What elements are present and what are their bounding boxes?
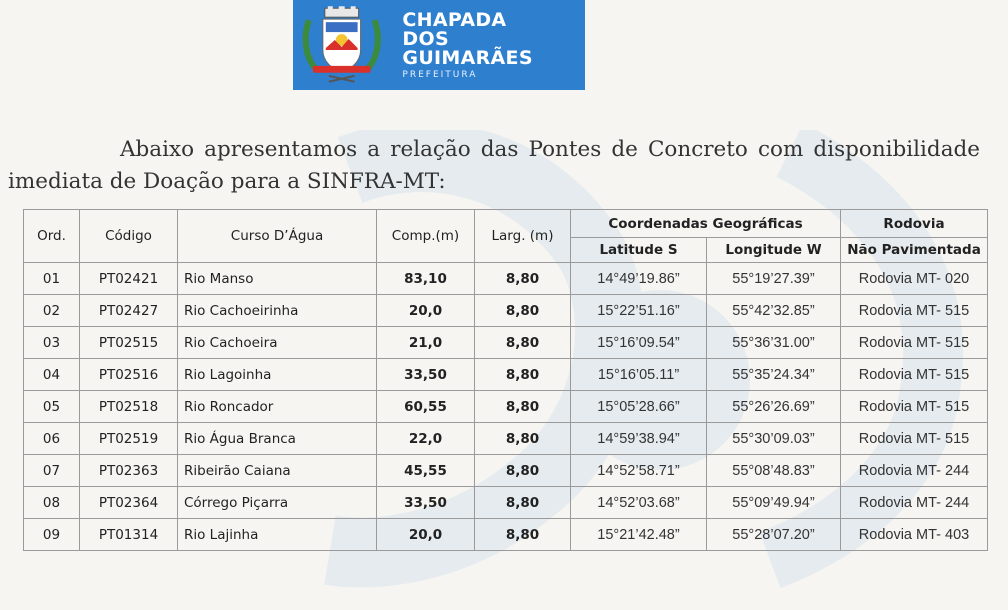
cell-curso: Rio Água Branca (178, 423, 377, 455)
prefeitura-logo-banner (293, 0, 585, 90)
cell-lat: 15°16’05.11” (571, 359, 707, 391)
logo-text-prefeitura: PREFEITURA (402, 69, 478, 80)
cell-codigo: PT02518 (80, 391, 178, 423)
cell-comp: 22,0 (377, 423, 475, 455)
cell-curso: Rio Cachoeirinha (178, 295, 377, 327)
table-row (24, 423, 988, 455)
table-row (24, 295, 988, 327)
cell-ord: 01 (24, 263, 80, 295)
cell-curso: Rio Roncador (178, 391, 377, 423)
cell-lon: 55°42’32.85” (707, 295, 841, 327)
cell-lat: 15°22’51.16” (571, 295, 707, 327)
cell-rodovia: Rodovia MT- 515 (841, 391, 988, 423)
coat-of-arms-icon (299, 6, 384, 84)
header-rodovia-sub: Não Pavimentada (841, 238, 988, 263)
cell-ord: 09 (24, 519, 80, 551)
cell-comp: 20,0 (377, 519, 475, 551)
cell-comp: 83,10 (377, 263, 475, 295)
cell-codigo: PT02519 (80, 423, 178, 455)
cell-larg: 8,80 (475, 359, 571, 391)
cell-lon: 55°28’07.20” (707, 519, 841, 551)
cell-codigo: PT02515 (80, 327, 178, 359)
cell-lon: 55°19’27.39” (707, 263, 841, 295)
header-comprimento: Comp.(m) (377, 210, 475, 263)
cell-larg: 8,80 (475, 263, 571, 295)
cell-codigo: PT01314 (80, 519, 178, 551)
table-row (24, 455, 988, 487)
logo-text-chapada: CHAPADA (402, 8, 507, 31)
header-codigo: Código (80, 210, 178, 263)
header-coordenadas-group: Coordenadas Geográficas (571, 210, 841, 238)
cell-ord: 05 (24, 391, 80, 423)
header-ord: Ord. (24, 210, 80, 263)
header-rodovia-group: Rodovia (841, 210, 988, 238)
cell-lat: 14°52’03.68” (571, 487, 707, 519)
cell-curso: Rio Cachoeira (178, 327, 377, 359)
cell-lon: 55°36’31.00” (707, 327, 841, 359)
cell-lat: 15°05’28.66” (571, 391, 707, 423)
cell-comp: 33,50 (377, 487, 475, 519)
table-row (24, 263, 988, 295)
cell-ord: 02 (24, 295, 80, 327)
intro-text: Abaixo apresentamos a relação das Pontes de Concreto com disponibilidade imediata de Doação para a SINFRA-MT: (8, 137, 980, 194)
header-curso-dagua: Curso D’Água (178, 210, 377, 263)
cell-larg: 8,80 (475, 423, 571, 455)
table-row (24, 487, 988, 519)
cell-rodovia: Rodovia MT- 244 (841, 487, 988, 519)
cell-rodovia: Rodovia MT- 515 (841, 327, 988, 359)
table-row (24, 519, 988, 551)
table-row (24, 391, 988, 423)
cell-lon: 55°26’26.69” (707, 391, 841, 423)
table-row (24, 327, 988, 359)
cell-lon: 55°09’49.94” (707, 487, 841, 519)
cell-comp: 21,0 (377, 327, 475, 359)
cell-comp: 45,55 (377, 455, 475, 487)
table-row (24, 359, 988, 391)
cell-rodovia: Rodovia MT- 020 (841, 263, 988, 295)
cell-lon: 55°08’48.83” (707, 455, 841, 487)
cell-rodovia: Rodovia MT- 515 (841, 295, 988, 327)
cell-rodovia: Rodovia MT- 515 (841, 423, 988, 455)
cell-curso: Rio Lajinha (178, 519, 377, 551)
cell-lat: 14°49’19.86” (571, 263, 707, 295)
cell-comp: 33,50 (377, 359, 475, 391)
intro-paragraph (8, 134, 980, 198)
cell-larg: 8,80 (475, 295, 571, 327)
cell-curso: Rio Manso (178, 263, 377, 295)
cell-lat: 14°59’38.94” (571, 423, 707, 455)
cell-larg: 8,80 (475, 455, 571, 487)
cell-ord: 04 (24, 359, 80, 391)
cell-curso: Córrego Piçarra (178, 487, 377, 519)
cell-ord: 06 (24, 423, 80, 455)
header-longitude: Longitude W (707, 238, 841, 263)
cell-lat: 14°52’58.71” (571, 455, 707, 487)
cell-codigo: PT02427 (80, 295, 178, 327)
cell-ord: 03 (24, 327, 80, 359)
cell-curso: Ribeirão Caiana (178, 455, 377, 487)
cell-codigo: PT02363 (80, 455, 178, 487)
cell-comp: 20,0 (377, 295, 475, 327)
cell-curso: Rio Lagoinha (178, 359, 377, 391)
cell-rodovia: Rodovia MT- 403 (841, 519, 988, 551)
cell-larg: 8,80 (475, 327, 571, 359)
cell-rodovia: Rodovia MT- 515 (841, 359, 988, 391)
cell-codigo: PT02364 (80, 487, 178, 519)
cell-ord: 07 (24, 455, 80, 487)
logo-text-guimaraes: DOS GUIMARÃES (402, 27, 533, 69)
cell-ord: 08 (24, 487, 80, 519)
header-latitude: Latitude S (571, 238, 707, 263)
cell-larg: 8,80 (475, 487, 571, 519)
cell-lat: 15°16’09.54” (571, 327, 707, 359)
cell-comp: 60,55 (377, 391, 475, 423)
bridges-table (23, 209, 988, 551)
cell-rodovia: Rodovia MT- 244 (841, 455, 988, 487)
cell-larg: 8,80 (475, 391, 571, 423)
header-largura: Larg. (m) (475, 210, 571, 263)
cell-lon: 55°30’09.03” (707, 423, 841, 455)
cell-codigo: PT02421 (80, 263, 178, 295)
cell-codigo: PT02516 (80, 359, 178, 391)
cell-lat: 15°21’42.48” (571, 519, 707, 551)
cell-larg: 8,80 (475, 519, 571, 551)
cell-lon: 55°35’24.34” (707, 359, 841, 391)
